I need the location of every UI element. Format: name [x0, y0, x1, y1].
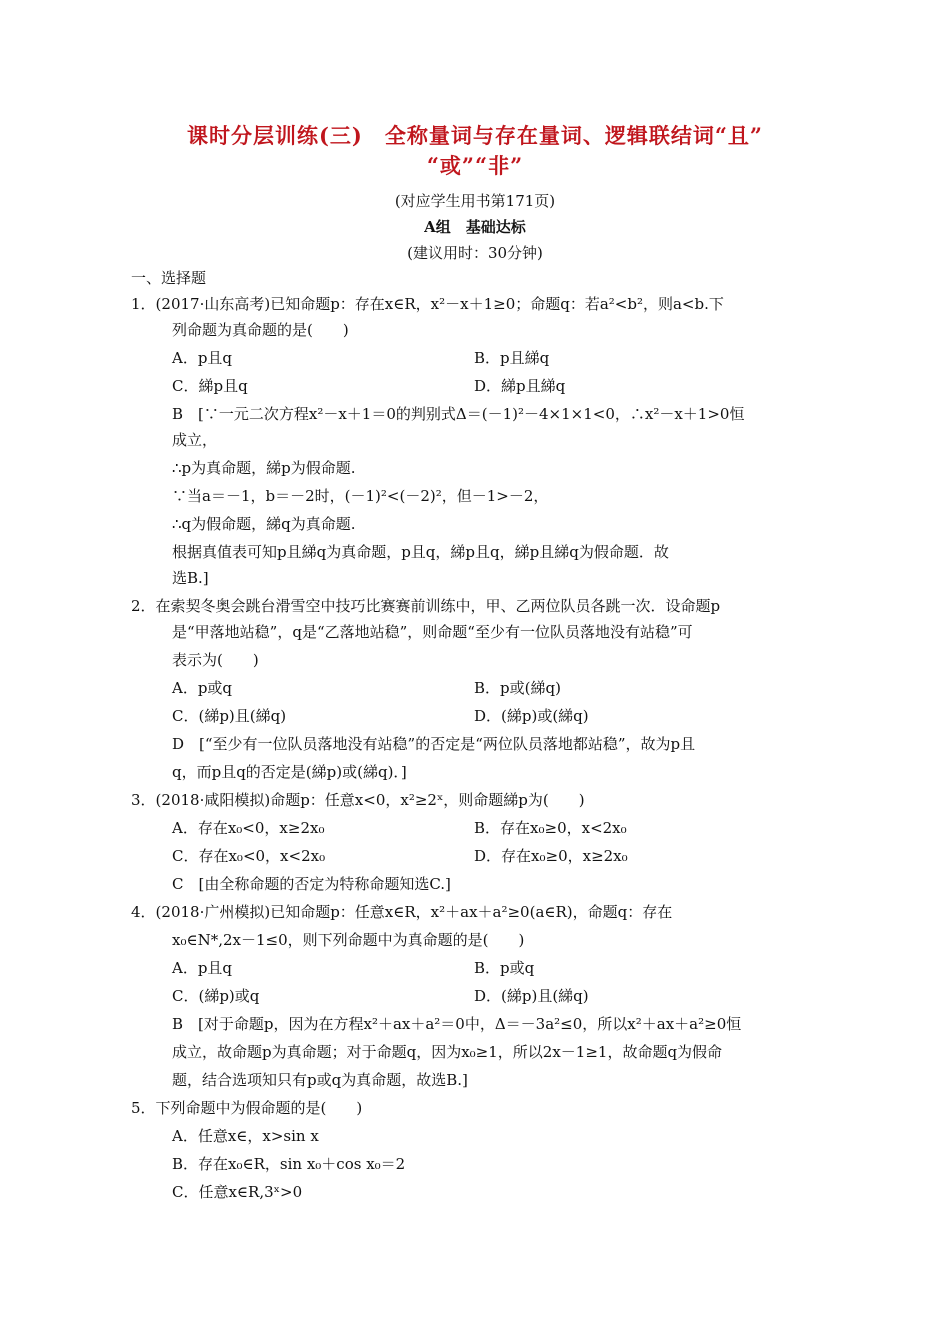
question-1-stem-cont: 列命题为真命题的是( )	[172, 321, 349, 339]
q2-option-c: C．(綈p)且(綈q)	[172, 707, 287, 725]
q3-option-c: C．存在x₀<0，x<2x₀	[172, 847, 326, 865]
question-1-stem: 1．(2017·山东高考)已知命题p：存在x∈R，x²－x＋1≥0；命题q：若a²<b²，则a<b.下	[131, 295, 724, 313]
q5-option-a: A．任意x∈，x>sin x	[172, 1127, 319, 1145]
q3-option-b: B．存在x₀≥0，x<2x₀	[474, 819, 627, 837]
q4-answer: B [对于命题p，因为在方程x²＋ax＋a²＝0中，Δ＝－3a²≤0，所以x²＋ax＋a²≥0恒	[172, 1015, 742, 1033]
question-2-stem-cont: 表示为( )	[172, 651, 259, 669]
question-2-stem: 2．在索契冬奥会跳台滑雪空中技巧比赛赛前训练中，甲、乙两位队员各跳一次．设命题p	[131, 597, 721, 615]
q1-option-b: B．p且綈q	[474, 349, 550, 367]
suggested-time: (建议用时：30分钟)	[407, 244, 543, 262]
q2-option-d: D．(綈p)或(綈q)	[474, 707, 589, 725]
q2-option-b: B．p或(綈q)	[474, 679, 561, 697]
page-title-line2: “或”“非”	[426, 153, 524, 178]
book-page-reference: (对应学生用书第171页)	[394, 192, 556, 210]
q1-answer-line: ∴p为真命题，綈p为假命题.	[172, 459, 356, 477]
q1-option-d: D．綈p且綈q	[474, 377, 566, 395]
q4-option-d: D．(綈p)且(綈q)	[474, 987, 589, 1005]
question-4-stem-cont: x₀∈N*,2x－1≤0，则下列命题中为真命题的是( )	[172, 931, 525, 949]
q4-option-c: C．(綈p)或q	[172, 987, 260, 1005]
question-4-stem: 4．(2018·广州模拟)已知命题p：任意x∈R，x²＋ax＋a²≥0(a∈R)，命题q：存在	[131, 903, 673, 921]
question-3-stem: 3．(2018·咸阳模拟)命题p：任意x<0，x²≥2ˣ，则命题綈p为( )	[131, 791, 585, 809]
q1-option-a: A．p且q	[172, 349, 233, 367]
q2-answer-cont: q，而p且q的否定是(綈p)或(綈q)．]	[172, 763, 407, 781]
q1-answer-line: ∴q为假命题，綈q为真命题.	[172, 515, 356, 533]
q1-answer-cont: 成立，	[172, 431, 218, 449]
q4-option-b: B．p或q	[474, 959, 535, 977]
q3-answer: C [由全称命题的否定为特称命题知选C.]	[172, 875, 451, 893]
q3-option-a: A．存在x₀<0，x≥2x₀	[172, 819, 325, 837]
q3-option-d: D．存在x₀≥0，x≥2x₀	[474, 847, 628, 865]
q2-option-a: A．p或q	[172, 679, 233, 697]
q1-answer: B [∵一元二次方程x²－x＋1＝0的判别式Δ＝(－1)²－4×1×1<0，∴x²－x＋1>0恒	[172, 405, 745, 423]
section-heading: 一、选择题	[131, 269, 207, 287]
group-heading: A组 基础达标	[424, 218, 526, 236]
q4-option-a: A．p且q	[172, 959, 233, 977]
q4-answer-cont: 成立，故命题p为真命题；对于命题q，因为x₀≥1，所以2x－1≥1，故命题q为假命	[172, 1043, 723, 1061]
q1-answer-line: ∵当a＝－1，b＝－2时，(－1)²<(－2)²，但－1>－2，	[172, 487, 549, 505]
question-2-stem-cont: 是“甲落地站稳”，q是“乙落地站稳”，则命题“至少有一位队员落地没有站稳”可	[172, 623, 693, 641]
q2-answer: D [“至少有一位队员落地没有站稳”的否定是“两位队员落地都站稳”，故为p且	[172, 735, 696, 753]
q4-answer-cont: 题，结合选项知只有p或q为真命题，故选B.]	[172, 1071, 468, 1089]
q5-option-b: B．存在x₀∈R，sin x₀＋cos x₀＝2	[172, 1155, 406, 1173]
page-title-line1: 课时分层训练(三) 全称量词与存在量词、逻辑联结词“且”	[186, 123, 764, 148]
q1-option-c: C．綈p且q	[172, 377, 248, 395]
q1-answer-line: 选B.]	[172, 569, 209, 587]
question-5-stem: 5．下列命题中为假命题的是( )	[131, 1099, 363, 1117]
q5-option-c: C．任意x∈R,3ˣ>0	[172, 1183, 303, 1201]
q1-answer-line: 根据真值表可知p且綈q为真命题，p且q，綈p且q，綈p且綈q为假命题．故	[172, 543, 669, 561]
